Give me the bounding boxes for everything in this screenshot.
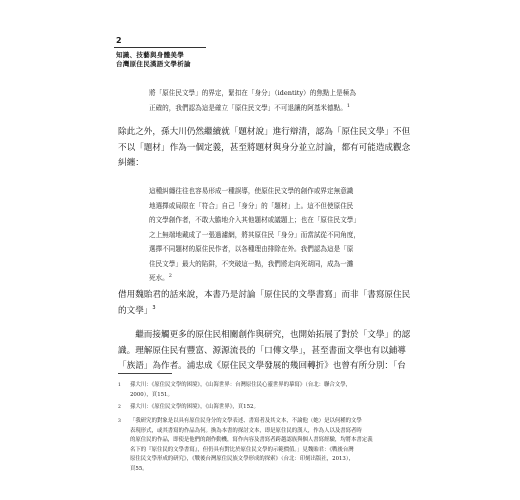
running-title-main: 知識、技藝與身體美學 xyxy=(116,51,184,59)
footnote-marker: 1 xyxy=(346,102,350,109)
block-quote-1 xyxy=(149,86,411,115)
footnote-line: 「我研究的對象是以具有原住民身分的文學表述、書寫者及其文本，不論他（她）是以何種的文學 xyxy=(130,418,362,424)
quote-line: 地選擇或局限在「符合」自己「身分」的「題材」上。這不但使原住民 xyxy=(149,201,354,210)
quote-line: 將「原住民文學」的界定，緊扣在「身分」（identity）的焦點上是極為 xyxy=(149,89,356,97)
footnote-2 xyxy=(118,403,416,413)
paragraph-line: 識。理解原住民有豐富、源源流長的「口傳文學」，甚至書面文學也有以鋪導 xyxy=(118,345,406,356)
footnote-line: 2000），頁151。 xyxy=(130,391,173,398)
footnote-number: 1 xyxy=(118,383,121,388)
paragraph-line: 糾纏： xyxy=(118,158,144,169)
footnote-line: 原住民文學形成的研究》，《戰後台灣原住民族文學形成的探索》（台北：印刻出版社，2013）， xyxy=(130,456,354,463)
paragraph-line: 繼而接觸更多的原住民相關創作與研究，也開始拓展了對於「文學」的認 xyxy=(118,330,411,340)
paragraph-line: 借用魏貽君的話來說，本書乃是討論「原住民的文學書寫」而非「書寫原住民 xyxy=(118,290,411,300)
quote-line: 的文學創作者，不敢大膽地介入其他題材或議題上；也在「原住民文學」 xyxy=(149,216,360,224)
quote-line: 死水。$^2$ xyxy=(149,272,172,282)
footnote-line: 的原住民的作品，即使是他們的創作動機，寫作內容及書寫者跨越認族與個人書寫經驗，均將本書定義 xyxy=(130,437,373,444)
paragraph-line: 不以「題材」作為一個定義，甚至將題材與身分並立討論，都有可能造成觀念 xyxy=(118,142,411,153)
header-rule xyxy=(114,47,206,48)
footnote-1 xyxy=(118,381,416,400)
footnote-number: 2 xyxy=(118,405,121,410)
body-paragraph-1 xyxy=(118,125,416,172)
quote-line: 正確的，我們認為這是確立「原住民文學」不可退讓的阿基米德點。$^1$ xyxy=(149,102,350,112)
page-number: 2 xyxy=(116,36,122,45)
running-title-sub: 台灣原住民漢語文學析論 xyxy=(116,60,191,68)
body-paragraph-3 xyxy=(118,328,416,375)
footnote-rule xyxy=(118,373,172,374)
paragraph-line: 除此之外，孫大川仍然繼續就「題材說」進行辯清，認為「原住民文學」不但 xyxy=(118,127,411,137)
quote-line: 之上無端地戴成了一張過濾網，將其原住民「身分」而當試從不同角度， xyxy=(149,230,360,239)
footnote-line: 表現形式，或其書寫的作品為何。換為本書的探討文本，即是原住民的漢人，作為人以及書寫者時 xyxy=(130,427,362,434)
footnote-line: 孫大川：《原住民文學的困境》，《山海世界》，頁152。 xyxy=(130,404,259,410)
body-paragraph-2 xyxy=(118,288,416,319)
quote-line: 這種糾纏往往也容易形成一種誤導，使原住民文學的創作或界定無意識 xyxy=(149,187,354,195)
quote-line: 住民文學」最大的陷阱，不突破這一點，我們將走向死胡同，成為一灘 xyxy=(149,259,354,268)
block-quote-2 xyxy=(149,184,411,286)
footnote-marker: 2 xyxy=(168,272,172,279)
footnote-line: 孫大川：《原住民文學的困境》，《山海世界：台灣原住民心靈世界的摹寫》（台北：聯合文學， xyxy=(130,382,351,388)
footnote-number: 3 xyxy=(118,419,121,424)
footnote-3 xyxy=(118,417,416,475)
footnote-marker: 3 xyxy=(152,304,156,311)
quote-line: 選擇不同題材的原住民作者，以各種理由排除在外。我們認為這是「原 xyxy=(149,245,354,253)
footnote-line: 頁55。 xyxy=(130,465,148,472)
paragraph-line: 「族語」為作者。浦忠成《原住民文學發展的幾回轉折》也曾有所分別：「台 xyxy=(118,361,406,372)
footnote-line: 名下的『原住民的文學書寫』，但仍具有對比於原住民文學的示範價值。」見魏貽君：《戰後台灣 xyxy=(130,446,354,453)
paragraph-line: 的文學」$^3$ xyxy=(118,304,156,316)
